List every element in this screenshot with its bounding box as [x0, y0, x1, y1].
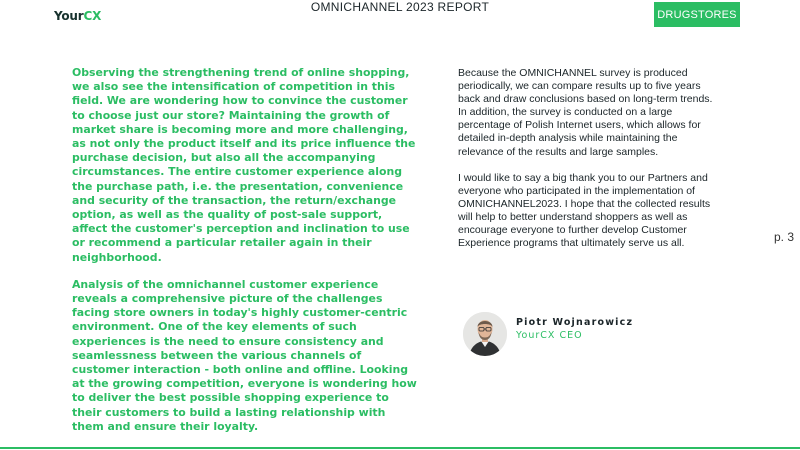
intro-paragraph-2: Analysis of the omnichannel customer experience reveals a comprehensive picture of the challenges facing store owners in today's highly customer-centric environment. One of the key elements of such experiences is the need to ensure consistency and seamlessness between the various channels of customer interaction - both online and offline. Looking at the growing competition, everyone is wondering how to deliver the best possible shopping experience to their customers to build a lasting relationship with them and ensure their loyalty. [72, 277, 417, 433]
logo-your-text: Your [54, 9, 84, 23]
author-role: YourCX CEO [516, 330, 583, 341]
page-number: p. 3 [774, 230, 795, 244]
report-title: OMNICHANNEL 2023 REPORT [310, 0, 490, 14]
letter-column [458, 67, 720, 250]
intro-paragraph-1: Observing the strengthening trend of online shopping, we also see the intensification of competition in this field. We are wondering how to convince the customer to choose just our store? Maintaining the growth of market share is becoming more and more challenging, as not only the product itself and its price influence the purchase decision, but also all the accompanying circumstances. The entire customer experience along the purchase path, i.e. the presentation, convenience and security of the transaction, the return/exchange option, as well as the quality of post-sale support, affect the customer's perception and inclination to use or recommend a particular retailer again in their neighborhood. [72, 66, 416, 264]
author-avatar [463, 312, 507, 356]
section-tag: DRUGSTORES [654, 2, 740, 27]
letter-paragraph-1: Because the OMNICHANNEL survey is produced periodically, we can compare results up to five years back and draw conclusions based on long-term trends. In addition, the survey is conducted on a large percentage of Polish Internet users, which allows for detailed in-depth analysis while maintaining the relevance of the results and large samples. [458, 67, 713, 158]
author-name: Piotr Wojnarowicz [516, 317, 634, 328]
footer-divider [0, 447, 800, 449]
logo-cx-text: CX [83, 9, 102, 23]
intro-column [72, 66, 418, 434]
author-portrait-icon [463, 312, 507, 356]
letter-paragraph-2: I would like to say a big thank you to our Partners and everyone who participated in the implementation of OMNICHANNEL2023. I hope that the collected results will help to better understand shoppers as well as encourage everyone to further develop Customer Experience programs that ultimately serve us all. [458, 171, 711, 250]
